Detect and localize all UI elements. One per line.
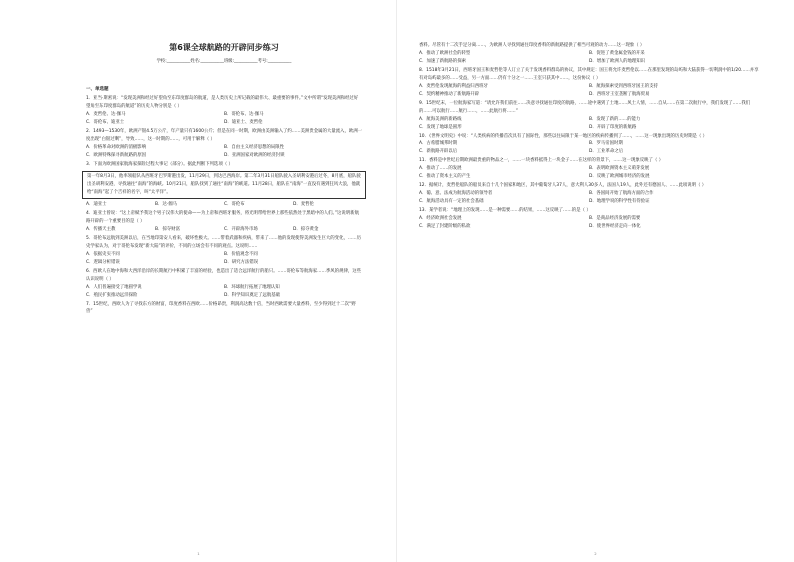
question-4: 4．迪亚士曾说：“这上帝赋予我这个男子汉伟大的使命——为上帝和西班牙服务，将光明带给世界上那些依然处于黑暗中的人们。”这说明新航路开辟的一个重要目的是（ ） (86, 211, 359, 225)
option: A．推动了……的发展 (419, 166, 462, 172)
question-4-options (86, 226, 362, 234)
option: B．促进了黄金属金钱的开采 (589, 50, 645, 56)
question-8: 8．1518年3月21日，西班牙国王和麦哲伦等人订立了关于发现香料群岛的协议，其中规定：国王将允许麦哲伦以……在那里发现的岛屿和大陆获得一切利润中的1/20……并享有对岛屿最多的……受益，另一方面……仍有十分之一……王室只获其中……，这份协议（ ） (419, 67, 759, 81)
question-13: 13．某学者说：“地理上的发现……是一种需要……的结果，……这反映了……的是（ ） (419, 208, 591, 214)
option: C．发现了地球是圆形 (419, 124, 462, 130)
right-column (419, 41, 759, 231)
option: B．发现了新的……的能力 (589, 116, 641, 122)
option: B．自由主义经济思想的局限性 (224, 144, 285, 150)
option: B．掠夺财富 (155, 226, 180, 232)
option: B．价值观念不同 (224, 251, 258, 257)
question-7-continued: 香料。尽管有十二次手足分离……，为欧洲人寻找到通往印度香料的新航路提供了相当可观的动力……这一现象（ ） (419, 43, 645, 48)
option: A．人们普遍接受了地圆学说 (86, 284, 142, 290)
option: C．哥伦布、迪亚士 (86, 119, 125, 125)
page-number: 1 (197, 551, 200, 556)
question-10-options (419, 140, 759, 156)
page-number: 2 (594, 551, 597, 556)
option: C．推动了资本主义的产生 (419, 174, 471, 180)
question-5: 5．哥伦布远航到美洲以后，在当地印第安人看来，破坏性极大。……带着武器和疾病，带来了……他的发现使得美洲发生巨大的变化，……历史学家认为，对于哥伦布发现“新大陆”的评价，不同的立场会有不同的观点。这说明…… (86, 235, 362, 249)
question-1: 1．亚当·斯密说：“发现美洲和经过好望角至东印度群岛的航道，是人类历史上所记载的最伟大、最重要的事件。”文中所谓“发现美洲和经过好望角至东印度群岛的航道”的历史人物分别是（ ） (86, 96, 359, 109)
question-10: 10．《世界文明史》中说：“人类疾病的传播首次具有了国际性，那些以往局限于某一地区的疾病传播到了……，……这一现象出现的历史时期是（ ） (419, 133, 708, 139)
question-7: 7．15世纪，西欧人为了寻找东方的财富，印度香料在西欧……价格昂贵，利润高达数十倍，当时西欧需要大量香料，至少得到过十二次“野兽” (86, 301, 356, 315)
question-11-options (419, 165, 759, 181)
option: A．葡、意、法成为航海活动的领导者 (419, 191, 493, 197)
left-column (86, 0, 362, 316)
option: A．依据史实不同 (86, 251, 120, 257)
document-title: 第6课全球航路的开辟同步练习 (169, 43, 279, 52)
question-3: 3．下面为欧洲国家航海家探险过程大事记（部分）。据此判断下列选项（ ） (86, 161, 233, 167)
option: B．航海探索受到西班牙国王的支持 (589, 83, 658, 89)
option: C．新航路开辟以后 (419, 149, 458, 155)
question-9: 9．15世纪末，一位航海家写道：“请允许我们前往……决意寻找通往印度的航路，……途中遇到了土地……风土人情，……自从……在第二次航行中，我们发现了……我们的……可以航行……航行……，……此航行将……” (419, 100, 751, 114)
option: D．增加了欧洲人的地理知识 (589, 58, 646, 64)
question-2-options (86, 144, 362, 160)
option: C．满足了封建阶级的私欲 (419, 224, 471, 230)
option: D．开辟了印度的新航路 (589, 124, 637, 130)
option: A．价格革命对欧洲的消极影响 (86, 144, 147, 150)
option: C．契约精神推动了新航路开辟 (419, 91, 480, 97)
option: D．迪亚士、麦哲伦 (224, 119, 263, 125)
option: C．开辟海外市场 (224, 226, 258, 232)
option: D．地理学说的科学性有待验证 (589, 199, 650, 205)
option: D．科学知识奠定了远航基础 (224, 292, 281, 298)
option: A．经济欧洲社会发展 (419, 216, 462, 222)
option: B．环球航行拓展了地理认知 (224, 284, 280, 290)
option: D．亚洲国家对欧洲的经济封锁 (224, 152, 285, 158)
option: A．麦哲伦、达·伽马 (86, 111, 126, 117)
option: A．航海美洲的新路线 (419, 116, 462, 122)
option: A．麦哲伦发现航海的利益归西班牙 (419, 83, 488, 89)
option: B．哥伦布、达·伽马 (224, 111, 264, 117)
question-7-options (419, 50, 759, 66)
question-9-options (419, 116, 759, 132)
question-6-options (86, 284, 362, 300)
option: C．逻辑分析错误 (86, 259, 120, 265)
option: C．欧洲特殊探寻新航路的原因 (86, 152, 147, 158)
option: D．使世界经济走向一体化 (589, 224, 641, 230)
option: A．传播天主教 (86, 226, 116, 232)
option: D．麦哲伦 (293, 202, 314, 208)
question-12-options (419, 190, 759, 206)
question-12: 12．据统计，麦哲伦船队的船员来自十几个国家和地区，其中葡萄牙人37人，意大利人30多人，法国人19人，此外还有德国人、……此项说明（ ） (419, 183, 707, 189)
option: C．殖民扩张推动远洋探险 (86, 292, 138, 298)
option: C．加速了新航路的探索 (419, 58, 466, 64)
right-page (397, 0, 794, 562)
option: B．各国间开始了航海方面的合作 (589, 191, 654, 197)
option: D．反映了欧洲城市经济的发展 (589, 174, 650, 180)
option: A．古希腊城邦时期 (419, 141, 458, 147)
option: B．表明欧洲资本主义萌芽发展 (589, 166, 650, 172)
option: C．哥伦布 (224, 202, 245, 208)
question-3-passage: 第一年8月3日，他率领船队从西班牙巴罗斯港出发，11月29日，到达巴西海岸。第二年3月31日船队驶入圣胡利安港后过冬，8月底，船队驶出圣胡利安港，寻找通往“南海”的海峡。10月21日，船队找到了通往“南海”的峡道。11月28日，船队在“南海”一直没有遇到狂风大浪，他就给“南海”起了个吉祥的名字，叫“太平洋”。 (82, 171, 366, 200)
option: A．迪亚士 (86, 202, 107, 208)
question-13-options (419, 215, 759, 231)
question-5-options (86, 251, 362, 267)
option: B．是商品经济发展的需要 (589, 216, 641, 222)
question-8-options (419, 83, 759, 99)
question-6: 6．西欧人在地中海和大西洋沿岸的长期航行中积累了丰富的经验，也造出了适合远洋航行的船只。……哥伦布等航海家……季风的规律，这些认识说明（ ） (86, 268, 362, 282)
option: D．西班牙王室垄断了航海贸易 (589, 91, 650, 97)
option: B．罗马帝国时期 (589, 141, 623, 147)
student-info-line: 学校:___________姓名:___________班级:___________考号:___________ (156, 59, 292, 64)
option: A．推动了欧洲社会的转型 (419, 50, 471, 56)
option: D．掠夺黄金 (293, 226, 319, 232)
option: D．工业革命之后 (589, 149, 624, 155)
question-1-options (86, 111, 362, 127)
option: D．研究方法错误 (224, 259, 259, 265)
option: B．达·伽马 (155, 202, 177, 208)
option: C．航海活动具有一定的社会基础 (419, 199, 484, 205)
question-3-options (86, 201, 362, 209)
question-2: 2．1493—1530年，欧洲产银4.5万公斤，年产量只有1600公斤；但是在同一时期，欧洲由美洲输入了约……美洲贵金属的大量流入，欧洲一度出现“白银过剩”，导致……，这一时期的……，可用于解释（ ） (86, 128, 363, 142)
question-11: 11．香料是中世纪后期欧洲最贵重的物品之一，……一块香料抵得上一块金子……在这样的背景下，……这一现象反映了（ ） (419, 158, 664, 164)
section-heading: 一、单选题 (86, 87, 109, 92)
